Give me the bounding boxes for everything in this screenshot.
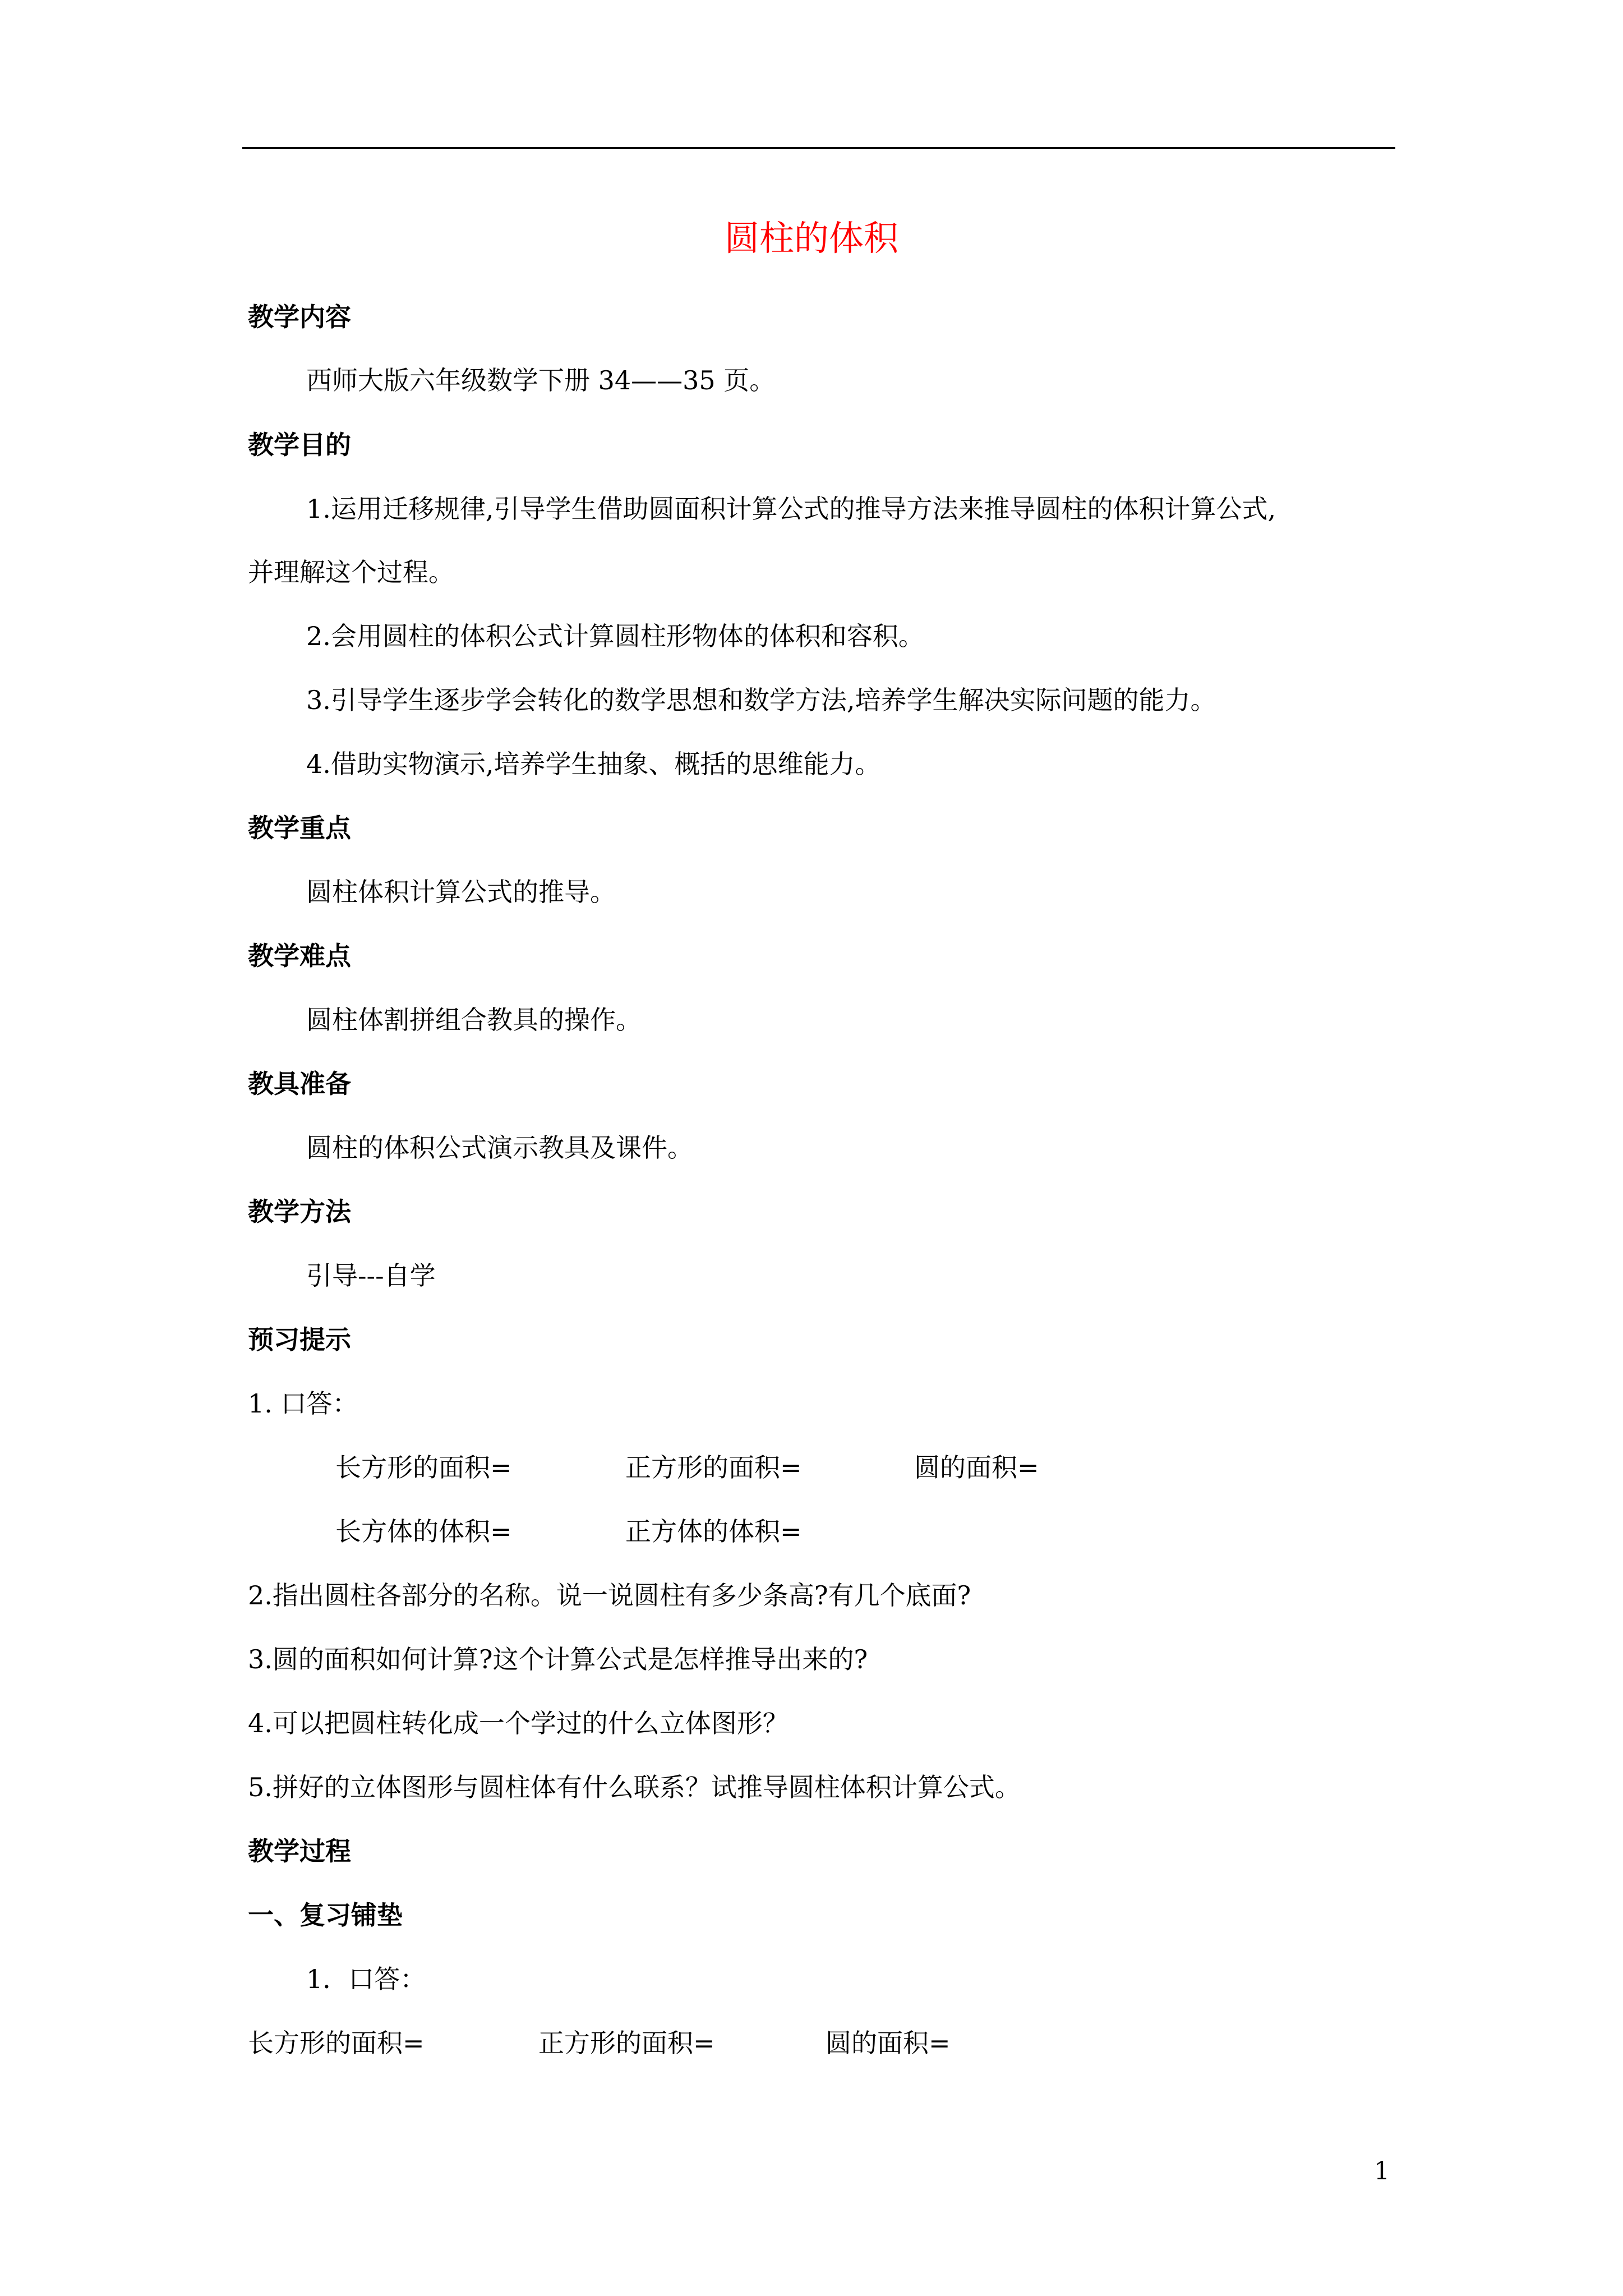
page-number: 1 <box>1374 2157 1390 2185</box>
preview-item-5: 5.拼好的立体图形与圆柱体有什么联系？试推导圆柱体积计算公式。 <box>248 1772 1021 1802</box>
preview-item-2: 2.指出圆柱各部分的名称。说一说圆柱有多少条高?有几个底面? <box>248 1580 971 1611</box>
review-formula-square-area: 正方形的面积= <box>538 2028 715 2058</box>
preview-formula-cuboid-volume: 长方体的体积= <box>335 1516 512 1547</box>
heading-process: 教学过程 <box>248 1836 351 1866</box>
goal-item-1-cont: 并理解这个过程。 <box>248 557 454 587</box>
heading-preview: 预习提示 <box>248 1324 351 1355</box>
preview-formula-rect-area: 长方形的面积= <box>335 1452 512 1483</box>
header-rule <box>242 147 1395 149</box>
page-title: 圆柱的体积 <box>724 218 898 259</box>
heading-key: 教学重点 <box>248 813 351 843</box>
review-formula-circle-area: 圆的面积= <box>826 2028 951 2058</box>
goal-item-3: 3.引导学生逐步学会转化的数学思想和数学方法,培养学生解决实际问题的能力。 <box>306 685 1216 715</box>
difficulty-text: 圆柱体割拼组合教具的操作。 <box>306 1005 642 1035</box>
heading-difficulty: 教学难点 <box>248 941 351 971</box>
goal-item-4: 4.借助实物演示,培养学生抽象、概括的思维能力。 <box>306 749 881 779</box>
heading-goals: 教学目的 <box>248 430 351 460</box>
preview-item-1: 1. 口答： <box>248 1388 358 1419</box>
heading-tools: 教具准备 <box>248 1069 351 1099</box>
heading-review: 一、复习铺垫 <box>248 1900 403 1930</box>
key-text: 圆柱体积计算公式的推导。 <box>306 877 616 907</box>
goal-item-2: 2.会用圆柱的体积公式计算圆柱形物体的体积和容积。 <box>306 621 924 651</box>
method-text: 引导---自学 <box>306 1260 436 1291</box>
tools-text: 圆柱的体积公式演示教具及课件。 <box>306 1133 693 1163</box>
heading-method: 教学方法 <box>248 1197 351 1227</box>
content-text: 西师大版六年级数学下册 34——35 页。 <box>306 365 776 395</box>
preview-item-3: 3.圆的面积如何计算?这个计算公式是怎样推导出来的? <box>248 1644 868 1674</box>
review-item-1: 1．口答： <box>306 1964 426 1994</box>
preview-formula-square-area: 正方形的面积= <box>625 1452 802 1483</box>
goal-item-1: 1.运用迁移规律,引导学生借助圆面积计算公式的推导方法来推导圆柱的体积计算公式, <box>306 494 1276 524</box>
review-formula-rect-area: 长方形的面积= <box>248 2028 425 2058</box>
preview-item-4: 4.可以把圆柱转化成一个学过的什么立体图形？ <box>248 1708 789 1738</box>
preview-formula-circle-area: 圆的面积= <box>914 1452 1039 1483</box>
preview-formula-cube-volume: 正方体的体积= <box>625 1516 802 1547</box>
heading-content: 教学内容 <box>248 302 351 332</box>
